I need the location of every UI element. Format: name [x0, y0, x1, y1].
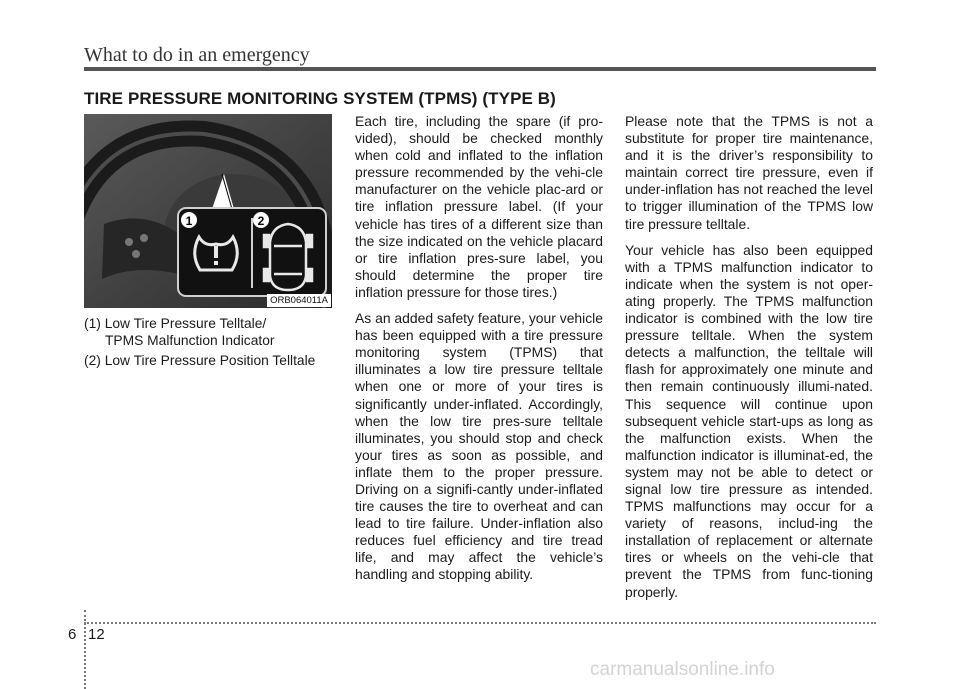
- header-rule: [84, 67, 876, 71]
- footer-divider: [84, 610, 86, 689]
- caption-line: (1) Low Tire Pressure Telltale/: [84, 316, 267, 331]
- paragraph: Your vehicle has also been equipped with a TPMS malfunction indicator to indicate when the system is not oper-ating properly. The TPMS malfunction indicator is combined with the low tire pressure telltale. When the system detects a malfunction, the telltale will flash for approximately one minute and then remain continuously illumi-nated. This sequence will continue upon subsequent vehicle start-ups as long as the malfunction exists. When the malfunction indicator is illuminat-ed, the system may not be able to detect or signal low tire pressure as intended. TPMS malfunctions may occur for a variety of reasons, includ-ing the installation of replacement or alternate tires or wheels on the vehi-cle that prevent the TPMS from func-tioning properly.: [625, 241, 873, 600]
- callout-2: 2: [257, 214, 265, 228]
- body-column-3: [625, 113, 873, 610]
- figure-code: ORB064011A: [267, 294, 331, 307]
- paragraph: Please note that the TPMS is not a substitute for proper tire maintenance, and it is the driver’s responsibility to maintain correct tire pressure, even if under-inflation has not reached the level to trigger illumination of the TPMS low tire pressure telltale.: [625, 113, 873, 232]
- paragraph: Each tire, including the spare (if pro-vided), should be checked monthly when cold and inflated to the inflation pressure recommended by the vehi-cle manufacturer on the vehicle plac-ard or tire inflation pressure label. (If your vehicle has tires of a different size than the size indicated on the vehicle placard or tire inflation pres-sure label, you should determine the proper tire inflation pressure for those tires.): [355, 113, 603, 300]
- body-column-2: [355, 113, 603, 593]
- caption-line: (2) Low Tire Pressure Position Telltale: [84, 353, 316, 368]
- watermark: carmanualsonline.info: [590, 659, 775, 680]
- footer-rule: [84, 622, 876, 624]
- caption-item: [84, 315, 334, 349]
- page-number: 12: [88, 626, 105, 643]
- steering-wheel-illustration: [84, 114, 332, 308]
- running-header: What to do in an emergency: [84, 44, 310, 66]
- dashboard-figure: [84, 114, 332, 308]
- callout-1: 1: [185, 214, 193, 228]
- caption-item: [84, 352, 334, 369]
- chapter-number: 6: [68, 626, 77, 643]
- section-title: TIRE PRESSURE MONITORING SYSTEM (TPMS) (TYPE B): [84, 89, 556, 108]
- caption-line: TPMS Malfunction Indicator: [105, 333, 275, 348]
- paragraph: As an added safety feature, your vehicle has been equipped with a tire pressure monitoring system (TPMS) that illuminates a low tire pressure telltale when one or more of your tires is significantly under-inflated. Accordingly, when the low tire pres-sure telltale illuminates, you should stop and check your tires as soon as possible, and inflate them to the proper pressure. Driving on a signifi-cantly under-inflated tire causes the tire to overheat and can lead to tire failure. Under-inflation also reduces fuel efficiency and tire tread life, and may affect the vehicle’s handling and stopping ability.: [355, 310, 603, 583]
- figure-captions: [84, 315, 334, 372]
